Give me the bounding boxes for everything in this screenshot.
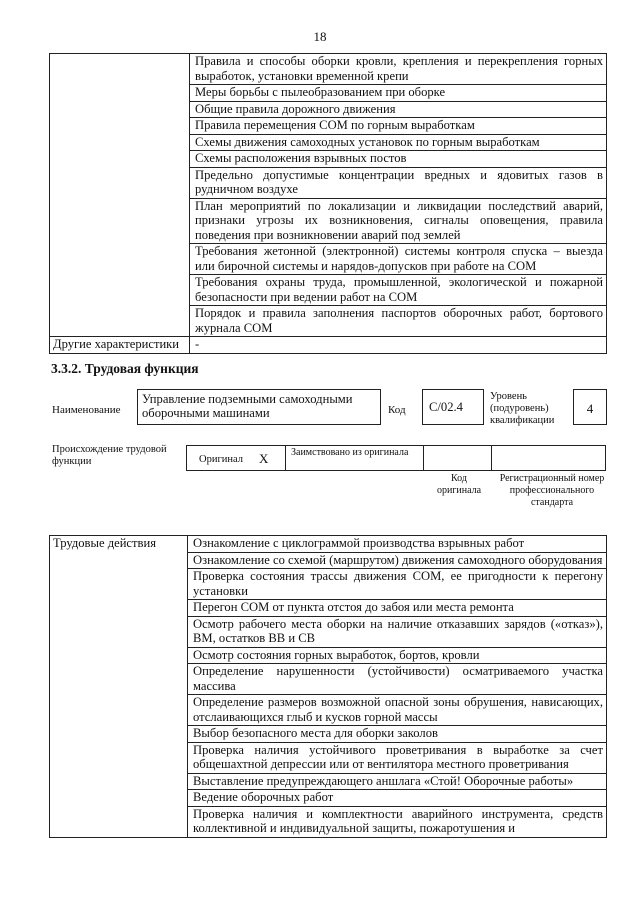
action-item: Ведение оборочных работ bbox=[188, 790, 607, 807]
code-box: C/02.4 bbox=[422, 389, 484, 425]
code-label: Код bbox=[388, 404, 406, 416]
original-mark: X bbox=[259, 451, 269, 466]
action-item: Перегон СОМ от пункта отстоя до забоя или места ремонта bbox=[188, 600, 607, 617]
action-item: Проверка состояния трассы движения СОМ, ее пригодности к перегону установки bbox=[188, 569, 607, 600]
action-item: Определение нарушенности (устойчивости) осматриваемого участка массива bbox=[188, 664, 607, 695]
table-row bbox=[50, 54, 607, 85]
other-characteristics-label: Другие характеристики bbox=[50, 337, 190, 354]
divider bbox=[285, 445, 286, 471]
original-code-label: Код оригинала bbox=[436, 473, 482, 496]
action-item: Осмотр рабочего места оборки на наличие отказавших зарядов («отказ»), ВМ, остатков ВВ и СВ bbox=[188, 616, 607, 647]
knowledge-item: Правила и способы оборки кровли, крепления и перекрепления горных выработок, установки временной крепи bbox=[190, 54, 607, 85]
knowledge-item: Общие правила дорожного движения bbox=[190, 101, 607, 118]
origin-row bbox=[186, 445, 606, 471]
other-characteristics-value: - bbox=[190, 337, 607, 354]
level-box: 4 bbox=[573, 389, 607, 425]
origin-label: Происхождение трудовой функции bbox=[52, 444, 167, 467]
labor-actions-table bbox=[49, 535, 607, 838]
action-item: Осмотр состояния горных выработок, бортов, кровли bbox=[188, 647, 607, 664]
action-item: Проверка наличия и комплектности аварийного инструмента, средств коллективной и индивидуальной защиты, пожаротушения и bbox=[188, 806, 607, 837]
divider bbox=[423, 445, 424, 471]
knowledge-item: План мероприятий по локализации и ликвидации последствий аварий, признаки угрозы их возникновения, сигналы оповещения, правила поведения при возникновении аварий под землей bbox=[190, 198, 607, 244]
labor-actions-label: Трудовые действия bbox=[50, 536, 188, 838]
action-item: Проверка наличия устойчивого проветривания в выработке за счет общешахтной депрессии или от вентилятора местного проветривания bbox=[188, 742, 607, 773]
knowledge-table bbox=[49, 53, 607, 354]
original-label: Оригинал bbox=[199, 454, 243, 465]
knowledge-item: Предельно допустимые концентрации вредных и ядовитых газов в рудничном воздухе bbox=[190, 167, 607, 198]
knowledge-item: Схемы движения самоходных установок по горным выработкам bbox=[190, 134, 607, 151]
table-row bbox=[50, 536, 607, 553]
divider bbox=[491, 445, 492, 471]
action-item: Определение размеров возможной опасной зоны обрушения, нависающих, отслаивающихся глыб и кусков горной массы bbox=[188, 695, 607, 726]
borrowed-label: Заимствовано из оригинала bbox=[291, 447, 409, 458]
name-label: Наименование bbox=[52, 404, 121, 416]
action-item: Ознакомление с циклограммой производства взрывных работ bbox=[188, 536, 607, 553]
function-name-box: Управление подземными самоходными оборочными машинами bbox=[137, 389, 381, 425]
knowledge-item: Порядок и правила заполнения паспортов оборочных работ, бортового журнала СОМ bbox=[190, 306, 607, 337]
page-number: 18 bbox=[313, 29, 327, 44]
table-row bbox=[50, 337, 607, 354]
reg-number-label: Регистрационный номер профессионального стандарта bbox=[499, 473, 605, 508]
section-heading: 3.3.2. Трудовая функция bbox=[51, 361, 199, 376]
knowledge-item: Требования жетонной (электронной) системы контроля спуска – выезда или бирочной системы и нарядов-допусков при работе на СОМ bbox=[190, 244, 607, 275]
knowledge-item: Меры борьбы с пылеобразованием при оборке bbox=[190, 85, 607, 102]
action-item: Выбор безопасного места для оборки заколов bbox=[188, 726, 607, 743]
action-item: Выставление предупреждающего аншлага «Стой! Оборочные работы» bbox=[188, 773, 607, 790]
action-item: Ознакомление со схемой (маршрутом) движения самоходного оборудования bbox=[188, 552, 607, 569]
level-label: Уровень (подуровень) квалификации bbox=[490, 391, 555, 426]
empty-label-cell bbox=[50, 54, 190, 337]
knowledge-item: Требования охраны труда, промышленной, экологической и пожарной безопасности при ведении работ на СОМ bbox=[190, 275, 607, 306]
knowledge-item: Правила перемещения СОМ по горным выработкам bbox=[190, 118, 607, 135]
knowledge-item: Схемы расположения взрывных постов bbox=[190, 151, 607, 168]
